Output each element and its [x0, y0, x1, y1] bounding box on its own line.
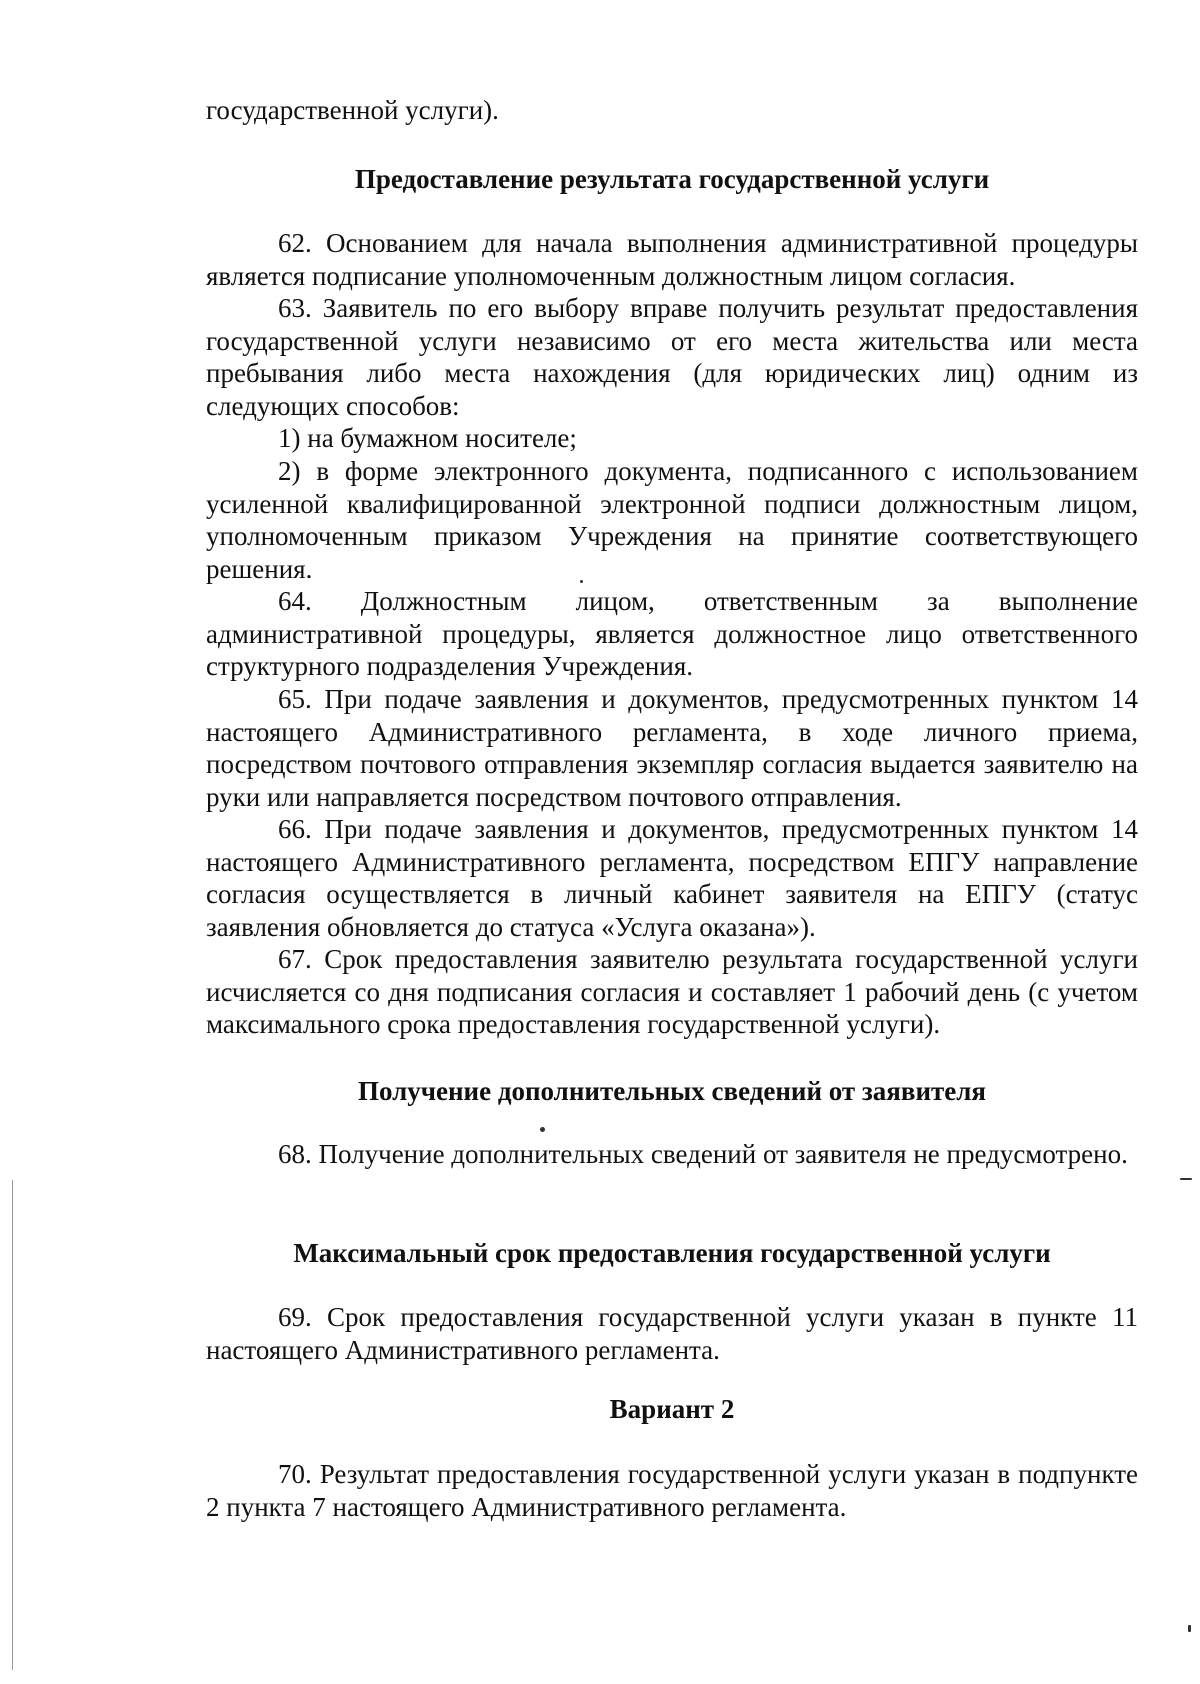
continued-text: государственной услуги).	[206, 95, 499, 125]
scan-speck	[540, 1127, 545, 1132]
scan-speck	[580, 580, 583, 583]
paragraph-63: 63. Заявитель по его выбору вправе получить результат предоставления государственной услуги независимо от его места жительства или места пребывания либо места нахождения (для юридических лиц) одним из следующих способов:	[206, 293, 1138, 421]
section-heading-additional-info: Получение дополнительных сведений от заявителя	[357, 1076, 987, 1106]
paragraph-66: 66. При подаче заявления и документов, предусмотренных пунктом 14 настоящего Административного регламента, посредством ЕПГУ направление согласия осуществляется в личный кабинет заявителя на ЕПГУ (статус заявления обновляется до статуса «Услуга оказана»).	[206, 814, 1138, 942]
section-heading-result: Предоставление результата государственной услуги	[354, 164, 990, 194]
paragraph-64: 64. Должностным лицом, ответственным за выполнение административной процедуры, является должностное лицо ответственного структурного подразделения Учреждения.	[206, 586, 1138, 681]
paragraph-68: 68. Получение дополнительных сведений от заявителя не предусмотрено.	[278, 1139, 1128, 1169]
section-heading-max-term: Максимальный срок предоставления государственной услуги	[293, 1238, 1051, 1268]
paragraph-63-item-1: 1) на бумажном носителе;	[278, 423, 577, 453]
scan-speck	[1180, 1178, 1192, 1180]
paragraph-69: 69. Срок предоставления государственной услуги указан в пункте 11 настоящего Административного регламента.	[206, 1302, 1138, 1365]
paragraph-65: 65. При подаче заявления и документов, предусмотренных пунктом 14 настоящего Административного регламента, в ходе личного приема, посредством почтового отправления экземпляр согласия выдается заявителю на руки или направляется посредством почтового отправления.	[206, 684, 1138, 812]
paragraph-67: 67. Срок предоставления заявителю результата государственной услуги исчисляется со дня подписания согласия и составляет 1 рабочий день (с учетом максимального срока предоставления государственной услуги).	[206, 944, 1138, 1039]
paragraph-63-item-2: 2) в форме электронного документа, подписанного с использованием усиленной квалифицированной электронной подписи должностным лицом, уполномоченным приказом Учреждения на принятие соответствующего решения.	[206, 456, 1138, 584]
section-heading-variant-2: Вариант 2	[609, 1394, 735, 1424]
paragraph-70: 70. Результат предоставления государственной услуги указан в подпункте 2 пункта 7 настоящего Административного регламента.	[206, 1459, 1138, 1522]
scan-speck	[1188, 1625, 1191, 1632]
scan-edge-line	[12, 1180, 13, 1670]
paragraph-62: 62. Основанием для начала выполнения административной процедуры является подписание уполномоченным должностным лицом согласия.	[206, 228, 1138, 291]
